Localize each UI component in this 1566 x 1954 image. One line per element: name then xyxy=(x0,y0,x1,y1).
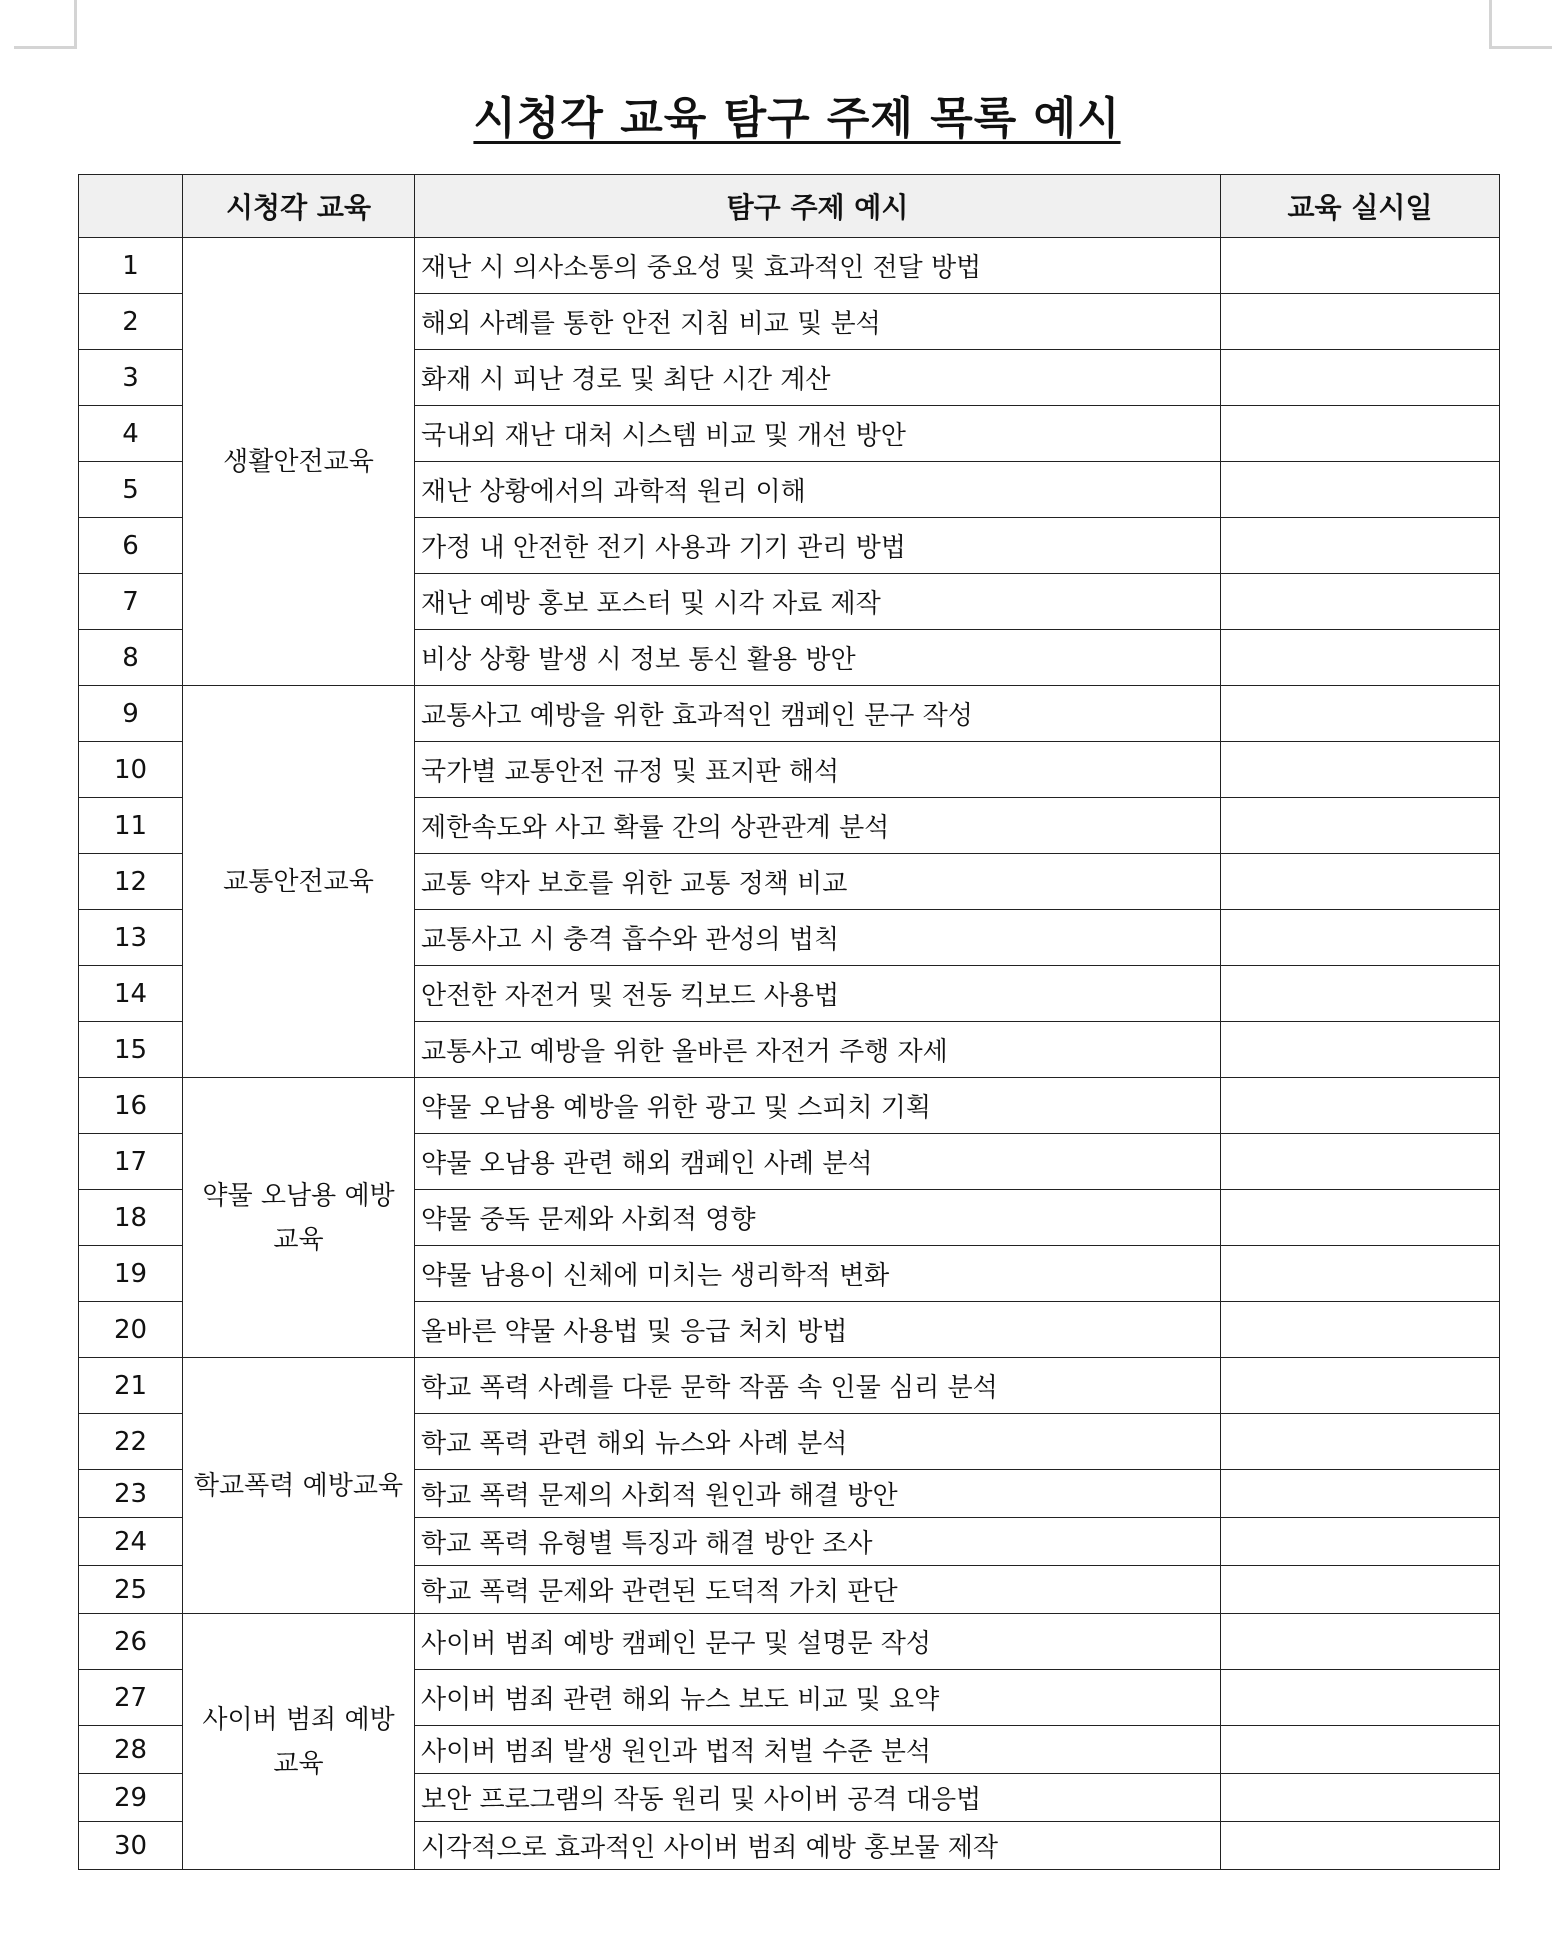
date-cell[interactable] xyxy=(1221,1134,1500,1190)
table-row xyxy=(79,686,1500,742)
topic-cell: 교통사고 시 충격 흡수와 관성의 법칙 xyxy=(415,910,1221,966)
topic-cell: 학교 폭력 유형별 특징과 해결 방안 조사 xyxy=(415,1518,1221,1566)
row-number: 17 xyxy=(79,1134,183,1190)
topic-cell: 약물 오남용 예방을 위한 광고 및 스피치 기획 xyxy=(415,1078,1221,1134)
row-number: 5 xyxy=(79,462,183,518)
date-cell[interactable] xyxy=(1221,966,1500,1022)
crop-mark-top-left xyxy=(14,0,77,49)
row-number: 8 xyxy=(79,630,183,686)
row-number: 4 xyxy=(79,406,183,462)
row-number: 3 xyxy=(79,350,183,406)
topic-cell: 국가별 교통안전 규정 및 표지판 해석 xyxy=(415,742,1221,798)
table-row xyxy=(79,1078,1500,1134)
date-cell[interactable] xyxy=(1221,1518,1500,1566)
date-cell[interactable] xyxy=(1221,1470,1500,1518)
date-cell[interactable] xyxy=(1221,406,1500,462)
row-number: 1 xyxy=(79,238,183,294)
table-row xyxy=(79,1358,1500,1414)
row-number: 11 xyxy=(79,798,183,854)
category-cell xyxy=(183,1614,415,1870)
date-cell[interactable] xyxy=(1221,238,1500,294)
row-number: 30 xyxy=(79,1822,183,1870)
topic-cell: 사이버 범죄 발생 원인과 법적 처벌 수준 분석 xyxy=(415,1726,1221,1774)
date-cell[interactable] xyxy=(1221,462,1500,518)
topic-cell: 학교 폭력 관련 해외 뉴스와 사례 분석 xyxy=(415,1414,1221,1470)
date-cell[interactable] xyxy=(1221,630,1500,686)
row-number: 16 xyxy=(79,1078,183,1134)
row-number: 27 xyxy=(79,1670,183,1726)
date-cell[interactable] xyxy=(1221,1614,1500,1670)
topic-cell: 교통사고 예방을 위한 효과적인 캠페인 문구 작성 xyxy=(415,686,1221,742)
date-cell[interactable] xyxy=(1221,1822,1500,1870)
row-number: 23 xyxy=(79,1470,183,1518)
category-label: 학교폭력 예방교육 xyxy=(193,1470,404,1501)
topic-cell: 가정 내 안전한 전기 사용과 기기 관리 방법 xyxy=(415,518,1221,574)
date-cell[interactable] xyxy=(1221,910,1500,966)
topic-cell: 학교 폭력 사례를 다룬 문학 작품 속 인물 심리 분석 xyxy=(415,1358,1221,1414)
row-number: 20 xyxy=(79,1302,183,1358)
date-cell[interactable] xyxy=(1221,1302,1500,1358)
topic-cell: 재난 시 의사소통의 중요성 및 효과적인 전달 방법 xyxy=(415,238,1221,294)
row-number: 15 xyxy=(79,1022,183,1078)
row-number: 10 xyxy=(79,742,183,798)
topic-cell: 사이버 범죄 관련 해외 뉴스 보도 비교 및 요약 xyxy=(415,1670,1221,1726)
date-cell[interactable] xyxy=(1221,854,1500,910)
category-label: 생활안전교육 xyxy=(223,446,374,477)
topic-cell: 약물 오남용 관련 해외 캠페인 사례 분석 xyxy=(415,1134,1221,1190)
row-number: 6 xyxy=(79,518,183,574)
category-cell xyxy=(183,238,415,686)
row-number: 29 xyxy=(79,1774,183,1822)
document-title: 시청각 교육 탐구 주제 목록 예시 xyxy=(473,93,1121,144)
date-cell[interactable] xyxy=(1221,574,1500,630)
date-cell[interactable] xyxy=(1221,1246,1500,1302)
topic-cell: 사이버 범죄 예방 캠페인 문구 및 설명문 작성 xyxy=(415,1614,1221,1670)
category-label: 사이버 범죄 예방 교육 xyxy=(202,1704,395,1779)
date-cell[interactable] xyxy=(1221,1774,1500,1822)
row-number: 2 xyxy=(79,294,183,350)
crop-mark-top-right xyxy=(1489,0,1552,49)
header-number xyxy=(79,175,183,238)
date-cell[interactable] xyxy=(1221,1190,1500,1246)
row-number: 14 xyxy=(79,966,183,1022)
topic-cell: 약물 남용이 신체에 미치는 생리학적 변화 xyxy=(415,1246,1221,1302)
date-cell[interactable] xyxy=(1221,1358,1500,1414)
row-number: 22 xyxy=(79,1414,183,1470)
topic-cell: 제한속도와 사고 확률 간의 상관관계 분석 xyxy=(415,798,1221,854)
date-cell[interactable] xyxy=(1221,686,1500,742)
header-topic: 탐구 주제 예시 xyxy=(415,175,1221,238)
table-row xyxy=(79,238,1500,294)
date-cell[interactable] xyxy=(1221,518,1500,574)
row-number: 13 xyxy=(79,910,183,966)
header-category: 시청각 교육 xyxy=(183,175,415,238)
category-label: 약물 오남용 예방 교육 xyxy=(202,1180,395,1255)
row-number: 24 xyxy=(79,1518,183,1566)
date-cell[interactable] xyxy=(1221,1414,1500,1470)
category-label: 교통안전교육 xyxy=(223,866,374,897)
header-date: 교육 실시일 xyxy=(1221,175,1500,238)
topic-cell: 재난 상황에서의 과학적 원리 이해 xyxy=(415,462,1221,518)
topic-cell: 교통사고 예방을 위한 올바른 자전거 주행 자세 xyxy=(415,1022,1221,1078)
topic-cell: 올바른 약물 사용법 및 응급 처치 방법 xyxy=(415,1302,1221,1358)
topic-cell: 학교 폭력 문제의 사회적 원인과 해결 방안 xyxy=(415,1470,1221,1518)
date-cell[interactable] xyxy=(1221,1022,1500,1078)
date-cell[interactable] xyxy=(1221,1726,1500,1774)
table-row xyxy=(79,1614,1500,1670)
date-cell[interactable] xyxy=(1221,1670,1500,1726)
topic-cell: 안전한 자전거 및 전동 킥보드 사용법 xyxy=(415,966,1221,1022)
category-cell xyxy=(183,1078,415,1358)
topics-table xyxy=(78,174,1500,1870)
topic-cell: 시각적으로 효과적인 사이버 범죄 예방 홍보물 제작 xyxy=(415,1822,1221,1870)
row-number: 18 xyxy=(79,1190,183,1246)
row-number: 21 xyxy=(79,1358,183,1414)
row-number: 25 xyxy=(79,1566,183,1614)
row-number: 12 xyxy=(79,854,183,910)
row-number: 9 xyxy=(79,686,183,742)
topic-cell: 비상 상황 발생 시 정보 통신 활용 방안 xyxy=(415,630,1221,686)
topic-cell: 보안 프로그램의 작동 원리 및 사이버 공격 대응법 xyxy=(415,1774,1221,1822)
date-cell[interactable] xyxy=(1221,1566,1500,1614)
date-cell[interactable] xyxy=(1221,294,1500,350)
row-number: 28 xyxy=(79,1726,183,1774)
row-number: 7 xyxy=(79,574,183,630)
table-body xyxy=(79,238,1500,1870)
date-cell[interactable] xyxy=(1221,350,1500,406)
topic-cell: 교통 약자 보호를 위한 교통 정책 비교 xyxy=(415,854,1221,910)
row-number: 26 xyxy=(79,1614,183,1670)
date-cell[interactable] xyxy=(1221,1078,1500,1134)
table-header-row xyxy=(79,175,1500,238)
topic-cell: 해외 사례를 통한 안전 지침 비교 및 분석 xyxy=(415,294,1221,350)
topic-cell: 화재 시 피난 경로 및 최단 시간 계산 xyxy=(415,350,1221,406)
topic-cell: 재난 예방 홍보 포스터 및 시각 자료 제작 xyxy=(415,574,1221,630)
date-cell[interactable] xyxy=(1221,798,1500,854)
topic-cell: 국내외 재난 대처 시스템 비교 및 개선 방안 xyxy=(415,406,1221,462)
topic-cell: 학교 폭력 문제와 관련된 도덕적 가치 판단 xyxy=(415,1566,1221,1614)
row-number: 19 xyxy=(79,1246,183,1302)
topic-cell: 약물 중독 문제와 사회적 영향 xyxy=(415,1190,1221,1246)
category-cell xyxy=(183,686,415,1078)
date-cell[interactable] xyxy=(1221,742,1500,798)
category-cell xyxy=(183,1358,415,1614)
